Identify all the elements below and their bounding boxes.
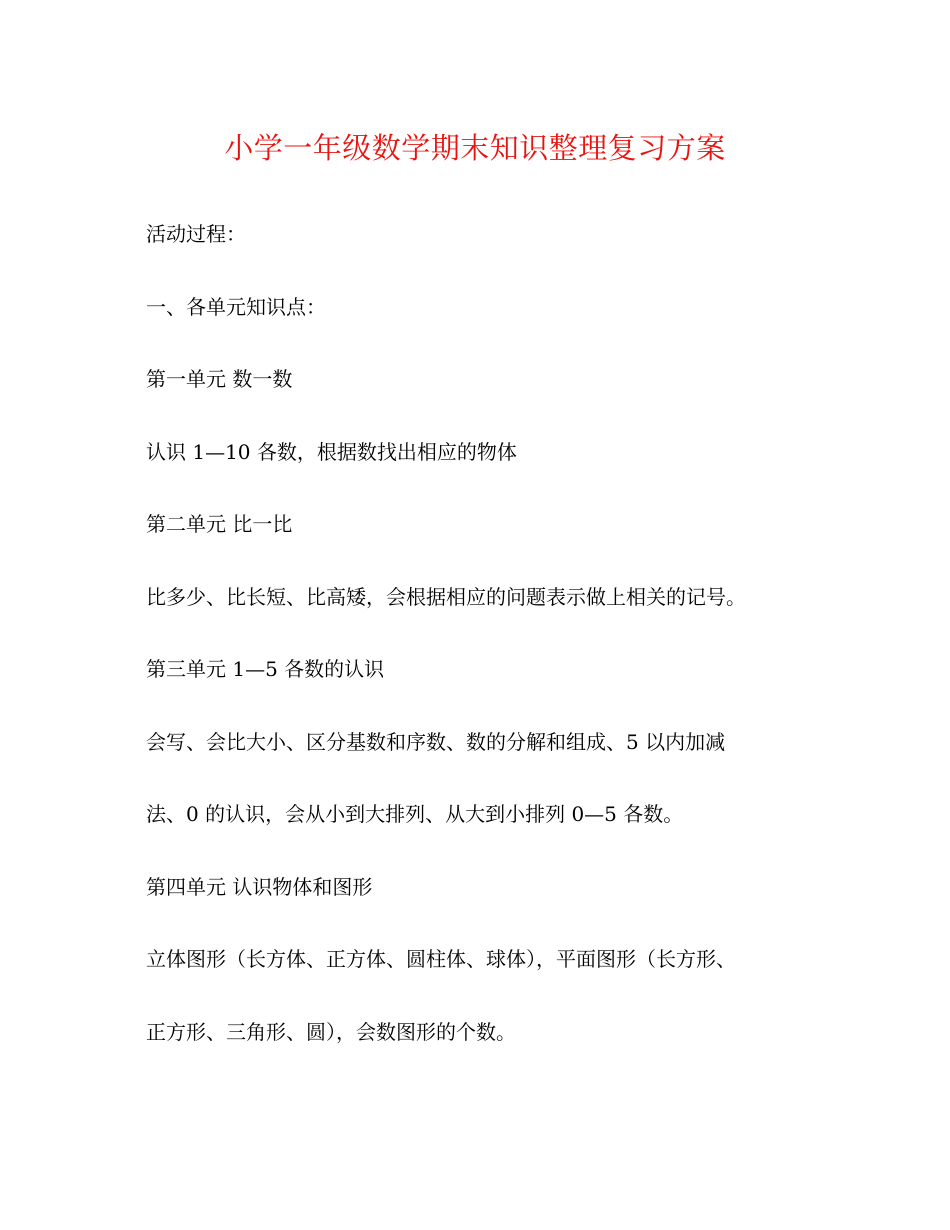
text-line-unit-2-title: 第二单元 比一比 <box>146 512 293 536</box>
document-title: 小学一年级数学期末知识整理复习方案 <box>224 131 726 165</box>
text-line-unit-2-content: 比多少、比长短、比高矮，会根据相应的问题表示做上相关的记号。 <box>146 585 746 609</box>
text-line-unit-4-content-1: 立体图形（长方体、正方体、圆柱体、球体），平面图形（长方形、 <box>146 947 736 971</box>
text-line-unit-4-content-2: 正方形、三角形、圆），会数图形的个数。 <box>146 1020 516 1044</box>
text-line-section-heading: 一、各单元知识点： <box>146 295 326 319</box>
text-line-unit-3-content-2: 法、0 的认识，会从小到大排列、从大到小排列 0—5 各数。 <box>146 802 684 826</box>
text-line-unit-3-title: 第三单元 1—5 各数的认识 <box>146 657 385 681</box>
text-line-activity-process: 活动过程： <box>146 222 246 246</box>
text-line-unit-1-content: 认识 1—10 各数，根据数找出相应的物体 <box>146 440 517 464</box>
text-line-unit-3-content-1: 会写、会比大小、区分基数和序数、数的分解和组成、5 以内加减 <box>146 730 726 754</box>
text-line-unit-1-title: 第一单元 数一数 <box>146 367 293 391</box>
text-line-unit-4-title: 第四单元 认识物体和图形 <box>146 875 373 899</box>
